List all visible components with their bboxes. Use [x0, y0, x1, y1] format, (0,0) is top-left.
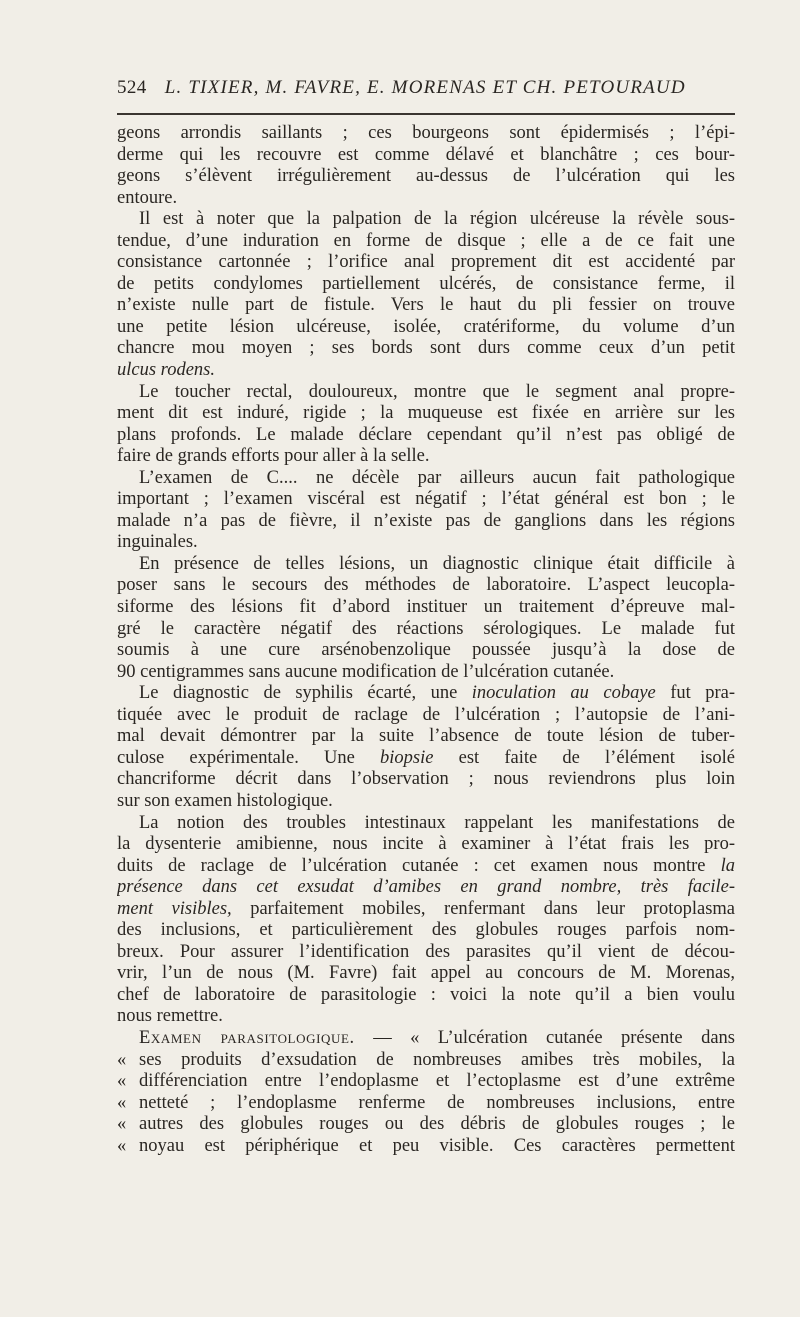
- line-text: Le diagnostic de syphilis écarté, une: [139, 683, 472, 704]
- line-text: ses produits d’exsudation de nombreuses amibes très mobiles, la: [139, 1049, 735, 1070]
- text-line: [117, 188, 735, 210]
- text-line: [117, 619, 735, 641]
- text-line: [117, 123, 735, 145]
- line-text: sur son examen histologique.: [117, 790, 333, 811]
- text-line: [117, 963, 735, 985]
- line-text: soumis à une cure arsénobenzolique poussée jusqu’à la dose de: [117, 640, 735, 661]
- text-line: [117, 748, 735, 770]
- text-line: [117, 683, 735, 705]
- line-text: poser sans le secours des méthodes de laboratoire. L’aspect leucopla-: [117, 575, 735, 596]
- text-line: [117, 317, 735, 339]
- text-line: [117, 1050, 735, 1072]
- line-text: une petite lésion ulcéreuse, isolée, cratériforme, du volume d’un: [117, 316, 735, 337]
- line-text: tendue, d’une induration en forme de disque ; elle a de ce fait une: [117, 230, 735, 251]
- text-line: [117, 1114, 735, 1136]
- text-line: [117, 532, 735, 554]
- text-line: [117, 231, 735, 253]
- line-text: Il est à noter que la palpation de la région ulcéreuse la révèle sous-: [139, 209, 735, 230]
- text-line: [117, 489, 735, 511]
- line-text: geons arrondis saillants ; ces bourgeons sont épidermisés ; l’épi-: [117, 123, 735, 143]
- line-text: chancriforme décrit dans l’observation ; nous reviendrons plus loin: [117, 769, 735, 790]
- text-line: [117, 1006, 735, 1028]
- line-text: noyau est périphérique et peu visible. Ces caractères permettent: [139, 1135, 735, 1156]
- text-line: [117, 856, 735, 878]
- text-line: [117, 166, 735, 188]
- line-text: mal devait démontrer par la suite l’absence de toute lésion de tuber-: [117, 726, 735, 747]
- line-text: ment dit est induré, rigide ; la muqueuse est fixée en arrière sur les: [117, 403, 735, 424]
- line-text: important ; l’examen viscéral est négatif ; l’état général est bon ; le: [117, 489, 735, 510]
- text-line: [117, 468, 735, 490]
- quote-mark: «: [117, 1049, 127, 1070]
- line-text: la dysenterie amibienne, nous incite à examiner à l’état frais les pro-: [117, 834, 735, 855]
- line-text: siforme des lésions fit d’abord instituer un traitement d’épreuve mal-: [117, 597, 735, 618]
- text-line: [117, 597, 735, 619]
- text-line: [117, 1136, 735, 1158]
- text-line: [117, 834, 735, 856]
- line-text: faire de grands efforts pour aller à la selle.: [117, 446, 430, 467]
- text-line: [117, 209, 735, 231]
- line-text: chef de laboratoire de parasitologie : voici la note qu’il a bien voulu: [117, 984, 735, 1005]
- text-line: [117, 1071, 735, 1093]
- line-text: n’existe nulle part de fistule. Vers le haut du pli fessier on trouve: [117, 295, 735, 316]
- line-text: entoure.: [117, 187, 178, 208]
- line-text-after: est faite de l’élément isolé: [433, 747, 735, 768]
- line-text: inguinales.: [117, 532, 198, 553]
- text-line: [117, 274, 735, 296]
- text-line: [117, 403, 735, 425]
- text-line: [117, 295, 735, 317]
- text-line: [117, 769, 735, 791]
- line-text: différenciation entre l’endoplasme et l’ectoplasme est d’une extrême: [139, 1071, 735, 1092]
- line-text-after: — « L’ulcération cutanée présente dans: [354, 1027, 735, 1048]
- text-line: [117, 942, 735, 964]
- italic-text: la: [720, 855, 735, 876]
- line-text: derme qui les recouvre est comme délavé et blanchâtre ; ces bour-: [117, 144, 735, 165]
- quote-mark: «: [117, 1071, 127, 1092]
- text-line: [117, 446, 735, 468]
- text-line: [117, 705, 735, 727]
- line-text-after: fut pra-: [655, 683, 735, 704]
- body-text: [117, 123, 735, 1157]
- text-line: [117, 899, 735, 921]
- line-text: culose expérimentale. Une: [117, 747, 381, 768]
- text-line: [117, 1093, 735, 1115]
- line-text: des inclusions, et particulièrement des globules rouges parfois nom-: [117, 920, 735, 941]
- quote-mark: «: [117, 1114, 127, 1135]
- line-text: geons s’élèvent irrégulièrement au-dessus de l’ulcération qui les: [117, 166, 735, 187]
- line-text: netteté ; l’endoplasme renferme de nombreuses inclusions, entre: [139, 1092, 735, 1113]
- line-text: vrir, l’un de nous (M. Favre) fait appel au concours de M. Morenas,: [117, 963, 735, 984]
- text-line: [117, 360, 735, 382]
- line-text: En présence de telles lésions, un diagnostic clinique était difficile à: [139, 553, 735, 574]
- text-line: [117, 1028, 735, 1050]
- running-head-authors: L. TIXIER, M. FAVRE, E. MORENAS ET CH. PETOURAUD: [164, 77, 686, 98]
- text-line: [117, 877, 735, 899]
- line-text: La notion des troubles intestinaux rappelant les manifestations de: [139, 812, 735, 833]
- text-line: [117, 640, 735, 662]
- line-text: chancre mou moyen ; ses bords sont durs comme ceux d’un petit: [117, 338, 735, 359]
- text-line: [117, 252, 735, 274]
- line-text-after: parfaitement mobiles, renfermant dans leur protoplasma: [231, 898, 735, 919]
- text-line: [117, 791, 735, 813]
- line-text: tiquée avec le produit de raclage de l’ulcération ; l’autopsie de l’ani-: [117, 704, 735, 725]
- italic-text: présence dans cet exsudat d’amibes en grand nombre, très facile-: [117, 877, 735, 898]
- line-text: de petits condylomes partiellement ulcérés, de consistance ferme, il: [117, 273, 735, 294]
- italic-text: inoculation au cobaye: [471, 683, 656, 704]
- text-line: [117, 985, 735, 1007]
- line-text: malade n’a pas de fièvre, il n’existe pas de ganglions dans les régions: [117, 510, 735, 531]
- quote-mark: «: [117, 1135, 127, 1156]
- text-line: [117, 662, 735, 684]
- italic-text: ulcus rodens.: [117, 360, 215, 381]
- text-line: [117, 145, 735, 167]
- line-text: autres des globules rouges ou des débris de globules rouges ; le: [139, 1114, 735, 1135]
- text-line: [117, 511, 735, 533]
- running-header: [117, 77, 735, 101]
- line-text: nous remettre.: [117, 1006, 223, 1027]
- line-text: L’examen de C.... ne décèle par ailleurs aucun fait pathologique: [139, 467, 735, 488]
- quote-mark: «: [117, 1092, 127, 1113]
- text-line: [117, 554, 735, 576]
- line-text: consistance cartonnée ; l’orifice anal proprement dit est accidenté par: [117, 252, 735, 273]
- line-text: plans profonds. Le malade déclare cependant qu’il n’est pas obligé de: [117, 424, 735, 445]
- text-line: [117, 813, 735, 835]
- text-line: [117, 382, 735, 404]
- text-line: [117, 575, 735, 597]
- text-line: [117, 920, 735, 942]
- text-line: [117, 425, 735, 447]
- italic-text: biopsie: [380, 747, 434, 768]
- line-text: gré le caractère négatif des réactions sérologiques. Le malade fut: [117, 618, 735, 639]
- section-label: Examen parasitologique.: [139, 1027, 355, 1048]
- line-text: 90 centigrammes sans aucune modification de l’ulcération cutanée.: [117, 661, 615, 682]
- line-text: Le toucher rectal, douloureux, montre que le segment anal propre-: [139, 381, 735, 402]
- header-rule: [117, 113, 735, 115]
- text-line: [117, 726, 735, 748]
- text-line: [117, 338, 735, 360]
- italic-text: ment visibles,: [117, 898, 232, 919]
- line-text: breux. Pour assurer l’identification des parasites qu’il vient de décou-: [117, 941, 735, 962]
- page-number: 524: [117, 77, 147, 98]
- line-text: duits de raclage de l’ulcération cutanée : cet examen nous montre: [117, 855, 721, 876]
